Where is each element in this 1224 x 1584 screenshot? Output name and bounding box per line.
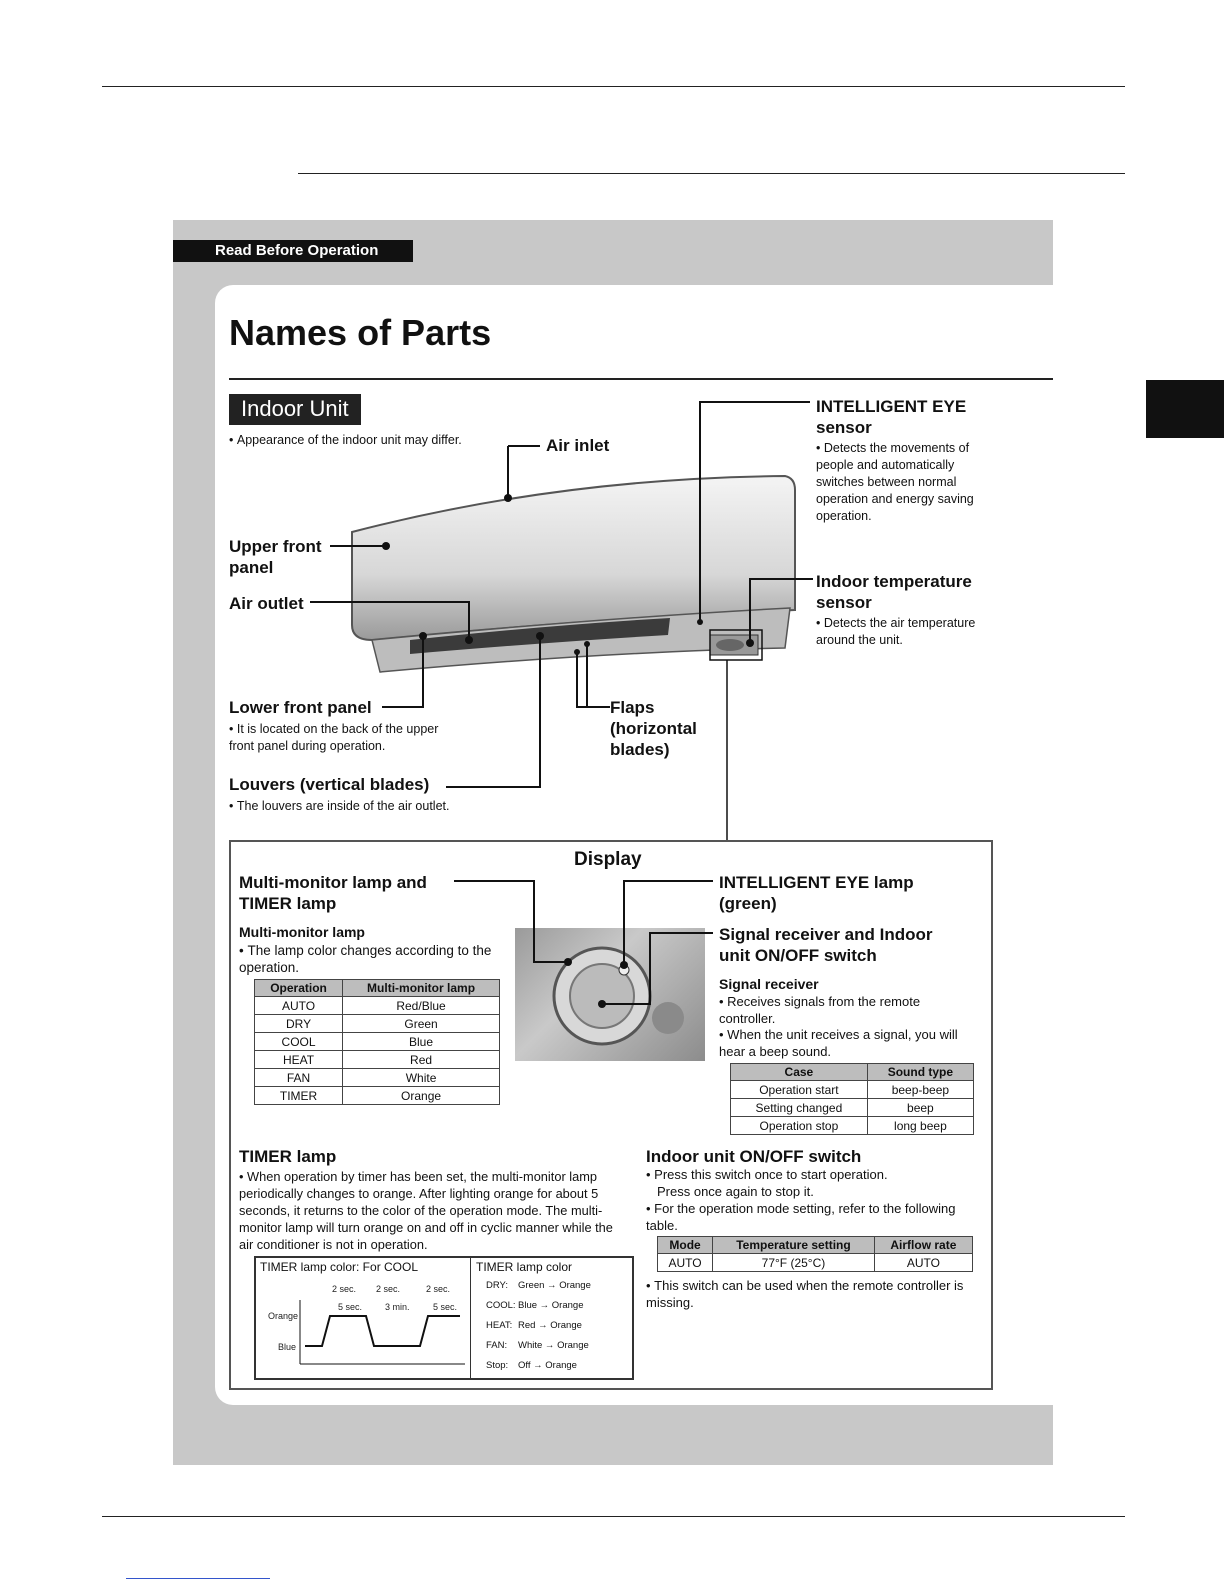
table-header: Case [731,1064,868,1081]
ie-lamp-label: INTELLIGENT EYE lamp (green) [719,873,914,913]
timer-level-orange: Orange [268,1311,299,1321]
table-header: Temperature setting [713,1237,875,1254]
table-row: COOL Blue [255,1033,500,1051]
switch-note-1a: • Press this switch once to start operation. [646,1166,888,1183]
timer-color-row: COOL: Blue → Orange [486,1300,584,1311]
air-inlet-label: Air inlet [546,436,610,455]
table-header: Airflow rate [874,1237,972,1254]
signal-switch-label: Signal receiver and Indoor unit ON/OFF switch [719,925,933,965]
section-heading: Indoor Unit [229,394,361,425]
switch-title: Indoor unit ON/OFF switch [646,1147,862,1166]
table-row: Operation stop long beep [731,1117,974,1135]
timer-time-label: 5 sec. [433,1302,458,1312]
read-before-banner: Read Before Operation [173,240,413,262]
table-header: Multi-monitor lamp [343,980,500,997]
display-title: Display [574,849,642,870]
lower-front-note: • It is located on the back of the upper front panel during operation. [229,721,454,755]
temp-sensor-note: • Detects the air temperature around the unit. [816,615,994,649]
ie-sensor-label: INTELLIGENT EYE sensor [816,397,967,437]
flaps-label: Flaps (horizontal blades) [610,698,697,759]
timer-color-list [486,1276,626,1376]
timer-color-row: Stop: Off → Orange [486,1360,577,1371]
lower-front-panel-label: Lower front panel [229,698,372,717]
table-row: TIMER Orange [255,1087,500,1105]
timer-level-blue: Blue [278,1342,297,1352]
louvers-note: • The louvers are inside of the air outlet. [229,798,449,815]
timer-lamp-note: • When operation by timer has been set, the multi-monitor lamp periodically changes to orange. After lighting orange for about 5 seconds, it returns to the color of the operation mode. The multi-monitor lamp will turn orange on and off in cyclic manner while the air conditioner is not in operation. [239,1168,619,1253]
temp-sensor-label: Indoor temperature sensor [816,572,972,612]
appearance-note: • Appearance of the indoor unit may differ. [229,432,462,449]
table-row: AUTO 77°F (25°C) AUTO [658,1254,973,1272]
table-header: Sound type [867,1064,973,1081]
timer-color-title: TIMER lamp color [476,1260,573,1274]
signal-note-1: • Receives signals from the remote controller. [719,993,969,1027]
mm-lamp-title: Multi-monitor lamp [239,924,365,940]
mm-timer-lamp-label: Multi-monitor lamp and TIMER lamp [239,873,427,913]
table-row: Operation start beep-beep [731,1081,974,1099]
ie-sensor-note: • Detects the movements of people and automatically switches between normal operation and energy saving operation. [816,440,994,525]
page-title: Names of Parts [229,312,492,353]
table-row: DRY Green [255,1015,500,1033]
table-row: Setting changed beep [731,1099,974,1117]
timer-wave [305,1316,460,1346]
timer-color-row: FAN: White → Orange [486,1340,589,1351]
switch-note-1b: Press once again to stop it. [657,1184,814,1199]
timer-color-row: DRY: Green → Orange [486,1280,591,1291]
table-header: Operation [255,980,343,997]
mode-table [657,1236,973,1272]
timer-time-label: 2 sec. [426,1284,451,1294]
upper-front-panel-label: Upper front panel [229,537,322,577]
air-outlet-label: Air outlet [229,594,304,613]
signal-note-2: • When the unit receives a signal, you will hear a beep sound. [719,1026,977,1060]
timer-time-label: 5 sec. [338,1302,363,1312]
table-row: HEAT Red [255,1051,500,1069]
timer-lamp-title: TIMER lamp [239,1147,337,1166]
signal-receiver-title: Signal receiver [719,976,819,992]
switch-note-3: • This switch can be used when the remote controller is missing. [646,1277,980,1311]
timer-time-label: 2 sec. [332,1284,357,1294]
timer-time-label: 3 min. [385,1302,410,1312]
table-row: FAN White [255,1069,500,1087]
switch-note-2: • For the operation mode setting, refer to the following table. [646,1200,976,1234]
timer-color-row: HEAT: Red → Orange [486,1320,582,1331]
louvers-label: Louvers (vertical blades) [229,775,430,794]
timer-cool-title: TIMER lamp color: For COOL [260,1260,419,1274]
table-row: AUTO Red/Blue [255,997,500,1015]
mm-lamp-note: • The lamp color changes according to the operation. [239,942,497,976]
timer-time-label: 2 sec. [376,1284,401,1294]
table-header: Mode [658,1237,713,1254]
